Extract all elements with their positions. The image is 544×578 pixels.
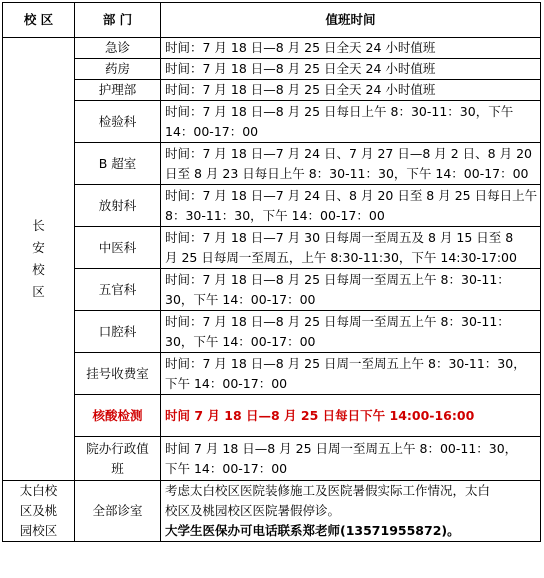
campus-taibai-taoyuan: 太白校 区及桃 园校区: [3, 481, 75, 542]
campus-changan: 长 安 校 区: [3, 38, 75, 481]
schedule-tcm: 时间：7 月 18 日—7 月 30 日每周一至周五及 8 月 15 日至 8 月 25 日每周一至周五，上午 8:30-11:30，下午 14:30-17:00: [161, 227, 541, 269]
schedule-ent: 时间：7 月 18 日—8 月 25 日每周一至周五上午 8：30-11： 30，下午 14：00-17：00: [161, 269, 541, 311]
schedule-taibai-notice: 考虑太白校区医院装修施工及医院暑假实际工作情况，太白 校区及桃园校区医院暑假停诊。 大学生医保办可电话联系郑老师(13571955872)。: [161, 481, 541, 542]
table-row: [3, 269, 541, 311]
table-row: [3, 311, 541, 353]
schedule-registration: 时间：7 月 18 日—8 月 25 日周一至周五上午 8：30-11：30， 下午 14：00-17：00: [161, 353, 541, 395]
schedule-radiology: 时间：7 月 18 日—7 月 24 日、8 月 20 日至 8 月 25 日每日上午 8：30-11：30，下午 14：00-17：00: [161, 185, 541, 227]
table-row: [3, 101, 541, 143]
dept-dental: 口腔科: [75, 311, 161, 353]
schedule-admin-office: 时间 7 月 18 日—8 月 25 日周一至周五上午 8：00-11：30， 下午 14：00-17：00: [161, 437, 541, 481]
dept-ent: 五官科: [75, 269, 161, 311]
schedule-emergency: 时间：7 月 18 日—8 月 25 日全天 24 小时值班: [161, 38, 541, 59]
dept-all-clinics: 全部诊室: [75, 481, 161, 542]
header-row: [3, 3, 541, 38]
dept-ultrasound: B 超室: [75, 143, 161, 185]
dept-radiology: 放射科: [75, 185, 161, 227]
dept-pharmacy: 药房: [75, 59, 161, 80]
dept-nursing: 护理部: [75, 80, 161, 101]
duty-schedule-table: [2, 2, 541, 542]
dept-tcm: 中医科: [75, 227, 161, 269]
dept-registration: 挂号收费室: [75, 353, 161, 395]
dept-laboratory: 检验科: [75, 101, 161, 143]
schedule-dental: 时间：7 月 18 日—8 月 25 日每周一至周五上午 8：30-11： 30，下午 14：00-17：00: [161, 311, 541, 353]
contact-info: 大学生医保办可电话联系郑老师(13571955872)。: [165, 523, 460, 538]
table-row: [3, 437, 541, 481]
schedule-ultrasound: 时间：7 月 18 日—7 月 24 日、7 月 27 日—8 月 2 日、8 月 20 日至 8 月 23 日每日上午 8：30-11：30，下午 14：00-17：00: [161, 143, 541, 185]
table-row: [3, 59, 541, 80]
dept-admin-office: 院办行政值 班: [75, 437, 161, 481]
table-row: [3, 143, 541, 185]
dept-emergency: 急诊: [75, 38, 161, 59]
header-campus: 校 区: [3, 3, 75, 38]
table-row: [3, 38, 541, 59]
schedule-pharmacy: 时间：7 月 18 日—8 月 25 日全天 24 小时值班: [161, 59, 541, 80]
schedule-laboratory: 时间：7 月 18 日—8 月 25 日每日上午 8：30-11：30，下午 14：00-17：00: [161, 101, 541, 143]
table-row: [3, 353, 541, 395]
schedule-nucleic-test: 时间 7 月 18 日—8 月 25 日每日下午 14:00-16:00: [161, 395, 541, 437]
table-row: [3, 185, 541, 227]
schedule-nursing: 时间：7 月 18 日—8 月 25 日全天 24 小时值班: [161, 80, 541, 101]
table-row: [3, 395, 541, 437]
dept-nucleic-test: 核酸检测: [75, 395, 161, 437]
table-row: [3, 481, 541, 542]
table-row: [3, 227, 541, 269]
table-row: [3, 80, 541, 101]
header-department: 部 门: [75, 3, 161, 38]
header-schedule: 值班时间: [161, 3, 541, 38]
